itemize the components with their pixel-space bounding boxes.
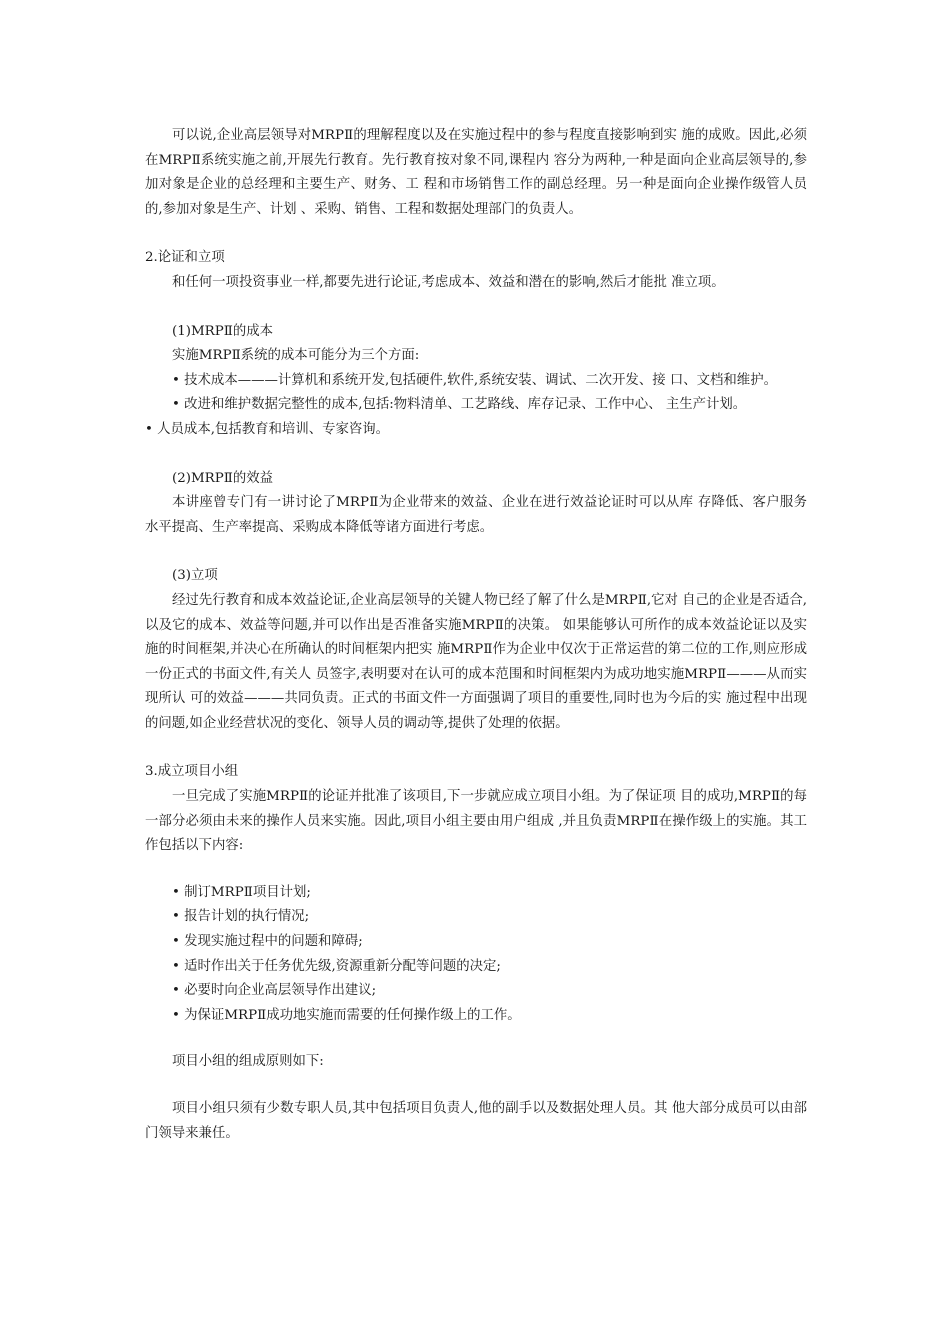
section-3-heading: 3.成立项目小组	[145, 764, 239, 780]
spacer	[145, 540, 807, 564]
document-body	[145, 124, 807, 1146]
approve-heading: (3)立项	[172, 568, 218, 584]
list-item: • 报告计划的执行情况;	[172, 909, 310, 925]
list-item: • 发现实施过程中的问题和障碍;	[172, 934, 363, 950]
spacer	[145, 859, 807, 881]
cost-heading: (1)MRPⅡ的成本	[172, 323, 274, 339]
section-2-heading: 2.论证和立项	[145, 250, 225, 266]
cost-bullet-3: • 人员成本,包括教育和培训、专家咨询。	[145, 421, 390, 437]
list-item: • 适时作出关于任务优先级,资源重新分配等问题的决定;	[172, 958, 501, 974]
list-item: • 必要时向企业高层领导作出建议;	[172, 983, 377, 999]
benefit-heading: (2)MRPⅡ的效益	[172, 470, 274, 486]
spacer	[145, 443, 807, 467]
spacer	[145, 736, 807, 760]
intro-paragraph: 可以说,企业高层领导对MRPⅡ的理解程度以及在实施过程中的参与程度直接影响到实 施的成败。因此,必须在MRPⅡ系统实施之前,开展先行教育。先行教育按对象不同,课程内 容分为两种,一种是面向企业高层领导的,参加对象是企业的总经理和主要生产、财务、工 程和市场销售工作的副总经理。另一种是面向企业操作级管人员的,参加对象是生产、计划 、采购、销售、工程和数据处理部门的负责人。	[145, 128, 807, 217]
duties-list	[145, 881, 807, 1029]
spacer	[145, 296, 807, 320]
approve-body: 经过先行教育和成本效益论证,企业高层领导的关键人物已经了解了什么是MRPⅡ,它对 自己的企业是否适合,以及它的成本、效益等问题,并可以作出是否准备实施MRPⅡ的决策。 如果能够认可所作的成本效益论证以及实施的时间框架,并决心在所确认的时间框架内把实 施MRPⅡ作为企业中仅次于正常运营的第二位的工作,则应形成一份正式的书面文件,有关人 员签字,表明要对在认可的成本范围和时间框架内为成功地实施MRPⅡ———从而实现所认 可的效益———共同负责。正式的书面文件一方面强调了项目的重要性,同时也为今后的实 施过程中出现的问题,如企业经营状况的变化、领导人员的调动等,提供了处理的依据。	[145, 592, 807, 731]
section-3-body: 一旦完成了实施MRPⅡ的论证并批准了该项目,下一步就应成立项目小组。为了保证项 目的成功,MRPⅡ的每一部分必须由未来的操作人员来实施。因此,项目小组主要由用户组成 ,并且负责MRPⅡ在操作级上的实施。其工作包括以下内容:	[145, 789, 807, 854]
list-item: • 为保证MRPⅡ成功地实施而需要的任何操作级上的工作。	[172, 1007, 521, 1023]
benefit-body: 本讲座曾专门有一讲讨论了MRPⅡ为企业带来的效益、企业在进行效益论证时可以从库 存降低、客户服务水平提高、生产率提高、采购成本降低等诸方面进行考虑。	[145, 495, 807, 535]
spacer	[145, 1028, 807, 1050]
spacer	[145, 1075, 807, 1097]
principle-body: 项目小组只须有少数专职人员,其中包括项目负责人,他的副手以及数据处理人员。其 他大部分成员可以由部门领导来兼任。	[145, 1101, 807, 1141]
cost-bullet-2: • 改进和维护数据完整性的成本,包括:物料清单、工艺路线、库存记录、工作中心、 主生产计划。	[172, 397, 747, 413]
list-item: • 制订MRPⅡ项目计划;	[172, 884, 311, 900]
principle-heading: 项目小组的组成原则如下:	[172, 1054, 324, 1070]
cost-bullet-1: • 技术成本———计算机和系统开发,包括硬件,软件,系统安装、调试、二次开发、接 口、文档和维护。	[172, 372, 777, 388]
spacer	[145, 222, 807, 246]
cost-intro: 实施MRPⅡ系统的成本可能分为三个方面:	[172, 348, 420, 364]
section-2-body: 和任何一项投资事业一样,都要先进行论证,考虑成本、效益和潜在的影响,然后才能批 准立项。	[172, 274, 725, 290]
